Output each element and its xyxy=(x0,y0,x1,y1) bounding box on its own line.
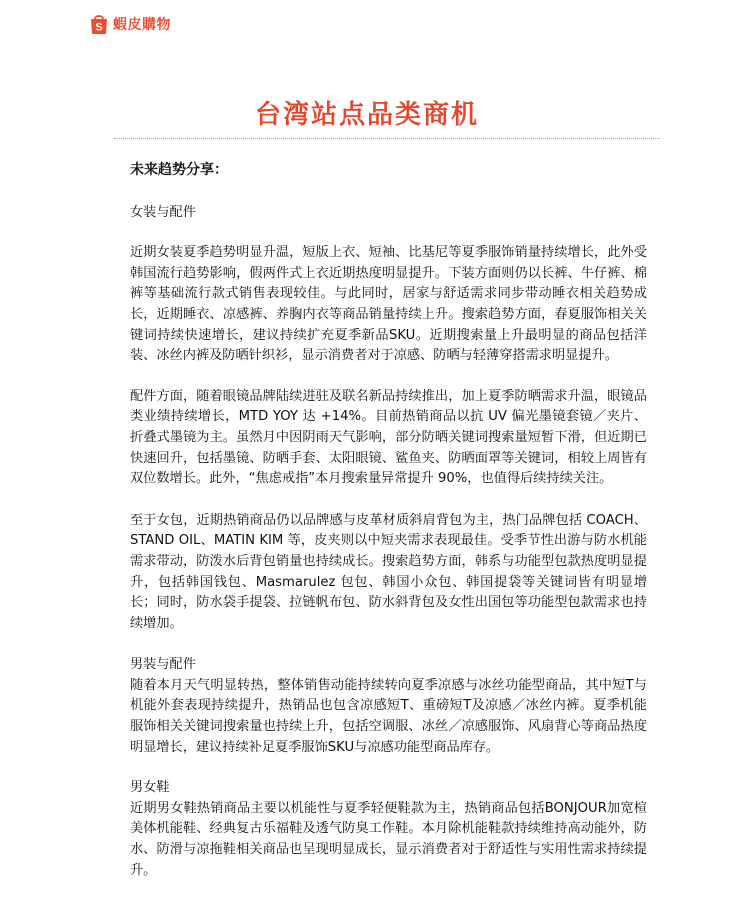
shopee-logo xyxy=(89,12,171,36)
section-subtitle: 未来趋势分享： xyxy=(130,162,228,178)
section-heading-womens: 女装与配件 xyxy=(130,204,196,220)
paragraph-womens-bags: 至于女包，近期热销商品仍以品牌感与皮革材质斜肩背包为主，热门品牌包括 COACH、STAND OIL、MATIN KIM 等，皮夹则以中短夹需求表现最佳。受季节性出游与防水机能需求带动，防泼水后背包销量也持续成长。搜索趋势方面，韩系与功能型包款热度明显提升，包括韩国钱包、Masmarulez 包包、韩国小众包、韩国提袋等关键词皆有明显增长；同时，防水袋手提袋、拉链帆布包、防水斜背包及女性出国包等功能型包款需求也持续增加。 xyxy=(130,512,647,631)
svg-text:S: S xyxy=(95,21,103,34)
document-title: 台湾站点品类商机 xyxy=(254,100,479,130)
paragraph-shoes: 近期男女鞋热销商品主要以机能性与夏季轻便鞋款为主，热销商品包括BONJOUR加宽楦美体机能鞋、经典复古乐福鞋及透气防臭工作鞋。本月除机能鞋款持续维持高动能外，防水、防滑与凉拖鞋相关商品也呈现明显成长，显示消费者对于舒适性与实用性需求持续提升。 xyxy=(130,800,647,878)
paragraph-womens-accessories: 配件方面，随着眼镜品牌陆续进驻及联名新品持续推出，加上夏季防晒需求升温，眼镜品类业绩持续增长，MTD YOY 达 +14%。目前热销商品以抗 UV 偏光墨镜套镜／夹片、折叠式墨镜为主。虽然月中因阴雨天气影响，部分防晒关键词搜索量短暂下滑，但近期已快速回升，包括墨镜、防晒手套、太阳眼镜、鲨鱼夹、防晒面罩等关键词，相较上周皆有双位数增长。此外，“焦虑戒指”本月搜索量异常提升 90%，也值得后续持续关注。 xyxy=(130,388,647,487)
logo-text: 蝦皮購物 xyxy=(113,17,171,33)
title-divider xyxy=(114,138,660,139)
section-heading-shoes: 男女鞋 xyxy=(130,780,170,796)
paragraph-mens: 随着本月天气明显转热，整体销售动能持续转向夏季凉感与冰丝功能型商品，其中短T与机能外套表现持续提升，热销品也包含凉感短T、重磅短T及凉感／冰丝内裤。夏季机能服饰相关关键词搜索量也持续上升，包括空调服、冰丝／凉感服饰、风扇背心等商品热度明显增长，建议持续补足夏季服饰SKU与凉感功能型商品库存。 xyxy=(130,677,647,755)
shopping-bag-icon xyxy=(89,13,109,35)
section-heading-mens: 男装与配件 xyxy=(130,657,196,673)
document-body xyxy=(130,150,647,881)
paragraph-womens-apparel: 近期女装夏季趋势明显升温，短版上衣、短袖、比基尼等夏季服饰销量持续增长，此外受韩国流行趋势影响，假两件式上衣近期热度明显提升。下装方面则仍以长裤、牛仔裤、棉裤等基础流行款式销售表现较佳。与此同时，居家与舒适需求同步带动睡衣相关趋势成长，近期睡衣、凉感裤、养胸内衣等商品销量持续上升。搜索趋势方面，春夏服饰相关关键词持续快速增长，建议持续扩充夏季新品SKU。近期搜索量上升最明显的商品包括洋装、冰丝内裤及防晒针织衫，显示消费者对于凉感、防晒与轻薄穿搭需求明显提升。 xyxy=(130,245,647,364)
